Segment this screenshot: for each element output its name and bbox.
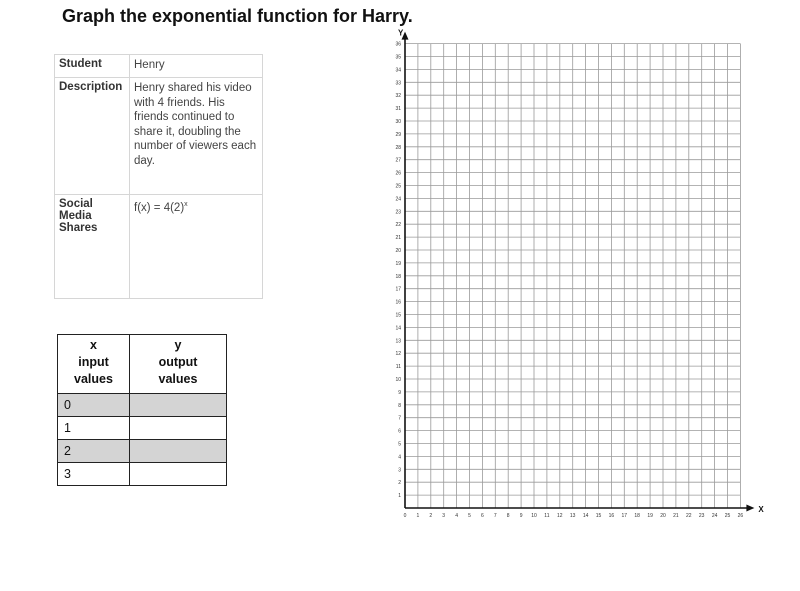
y-tick-label: 13 [395, 338, 401, 345]
student-value: Henry [130, 55, 263, 78]
function-exponent: x [184, 201, 188, 208]
table-row [58, 394, 227, 417]
x-tick-label: 18 [634, 513, 640, 519]
x-axis-label: X [758, 505, 764, 514]
table-row [58, 440, 227, 463]
y-tick-label: 32 [395, 93, 401, 100]
x-tick-label: 25 [724, 513, 731, 519]
x-tick-label: 19 [647, 513, 653, 519]
x-tick-label: 17 [621, 513, 628, 519]
y-cell[interactable] [130, 463, 227, 486]
header-line: y [174, 338, 182, 352]
page-title: Graph the exponential function for Harry. [62, 6, 413, 26]
y-tick-label: 3 [398, 467, 401, 474]
x-tick-label: 14 [582, 513, 589, 519]
y-tick-label: 11 [395, 364, 401, 371]
y-tick-label: 31 [395, 106, 401, 113]
y-tick-label: 16 [395, 299, 401, 306]
y-cell[interactable] [130, 417, 227, 440]
input-output-table [57, 334, 227, 486]
y-tick-label: 1 [398, 493, 401, 500]
x-tick-label: 23 [698, 513, 705, 519]
y-tick-label: 15 [395, 312, 401, 319]
x-tick-label: 20 [660, 513, 666, 519]
y-tick-label: 26 [395, 170, 401, 177]
y-tick-label: 19 [395, 260, 401, 267]
x-tick-label: 9 [519, 513, 523, 519]
x-cell: 2 [58, 440, 130, 463]
y-axis-label: Y [398, 28, 404, 38]
y-tick-label: 24 [395, 196, 401, 203]
header-line: output [158, 355, 198, 369]
x-tick-label: 5 [468, 513, 471, 519]
x-cell: 0 [58, 394, 130, 417]
y-tick-label: 23 [395, 209, 401, 216]
y-tick-label: 6 [398, 428, 401, 435]
y-tick-label: 35 [395, 54, 401, 61]
y-tick-label: 8 [398, 402, 401, 409]
x-column-header [58, 335, 130, 394]
y-tick-label: 21 [395, 235, 401, 242]
function-text: f(x) = 4(2) [134, 201, 185, 214]
shares-label-line: Media [59, 210, 92, 222]
x-tick-label: 8 [506, 513, 510, 519]
y-tick-label: 4 [398, 454, 401, 461]
y-tick-label: 27 [395, 157, 401, 164]
y-tick-label: 22 [395, 222, 401, 229]
y-tick-label: 17 [395, 286, 401, 293]
y-tick-label: 33 [395, 80, 401, 87]
student-info-table [54, 54, 263, 299]
x-tick-label: 15 [595, 513, 602, 519]
table-row [58, 463, 227, 486]
header-line: input [78, 355, 109, 369]
y-tick-label: 36 [395, 41, 401, 48]
x-tick-label: 10 [531, 513, 537, 519]
x-tick-label: 7 [493, 513, 497, 519]
x-tick-label: 11 [544, 513, 550, 519]
x-tick-label: 4 [455, 513, 458, 519]
header-line: x [90, 338, 97, 352]
function-value [130, 195, 263, 299]
x-tick-label: 2 [429, 513, 433, 519]
x-tick-label: 16 [608, 513, 615, 519]
y-tick-label: 25 [395, 183, 401, 190]
x-cell: 3 [58, 463, 130, 486]
y-tick-label: 5 [398, 441, 401, 448]
description-label: Description [55, 78, 130, 195]
shares-label-line: Shares [59, 222, 98, 234]
y-cell[interactable] [130, 440, 227, 463]
header-line: values [158, 372, 198, 386]
header-line: values [74, 372, 113, 386]
y-tick-label: 29 [395, 131, 401, 138]
y-cell[interactable] [130, 394, 227, 417]
student-label: Student [55, 55, 130, 78]
y-tick-label: 9 [398, 389, 401, 396]
y-tick-label: 10 [395, 377, 401, 383]
x-tick-label: 3 [442, 513, 446, 519]
x-tick-label: 0 [403, 513, 407, 519]
y-tick-label: 12 [395, 351, 401, 358]
x-tick-label: 24 [711, 513, 718, 519]
y-tick-label: 18 [395, 273, 401, 280]
x-tick-label: 21 [673, 513, 679, 519]
y-tick-label: 20 [395, 248, 401, 254]
y-column-header [130, 335, 227, 394]
y-tick-label: 14 [395, 325, 401, 332]
x-cell: 1 [58, 417, 130, 440]
social-media-shares-label [55, 195, 130, 299]
x-tick-label: 6 [481, 513, 484, 519]
y-tick-label: 34 [395, 67, 401, 74]
x-tick-label: 12 [557, 513, 563, 519]
coordinate-grid[interactable] [388, 28, 764, 523]
coordinate-grid-svg[interactable] [388, 28, 764, 523]
shares-label-line: Social [59, 198, 93, 210]
x-tick-label: 1 [416, 513, 420, 519]
x-axis-arrow-icon [746, 505, 754, 512]
y-tick-label: 28 [395, 144, 401, 151]
x-tick-label: 22 [686, 513, 692, 519]
x-tick-label: 26 [737, 513, 744, 519]
table-row [58, 417, 227, 440]
x-tick-label: 13 [569, 513, 576, 519]
description-value: Henry shared his video with 4 friends. His friends continued to share it, doubling the number of viewers each day. [130, 78, 263, 195]
y-tick-label: 2 [398, 480, 401, 487]
y-tick-label: 30 [395, 119, 401, 125]
y-tick-label: 7 [398, 415, 401, 422]
